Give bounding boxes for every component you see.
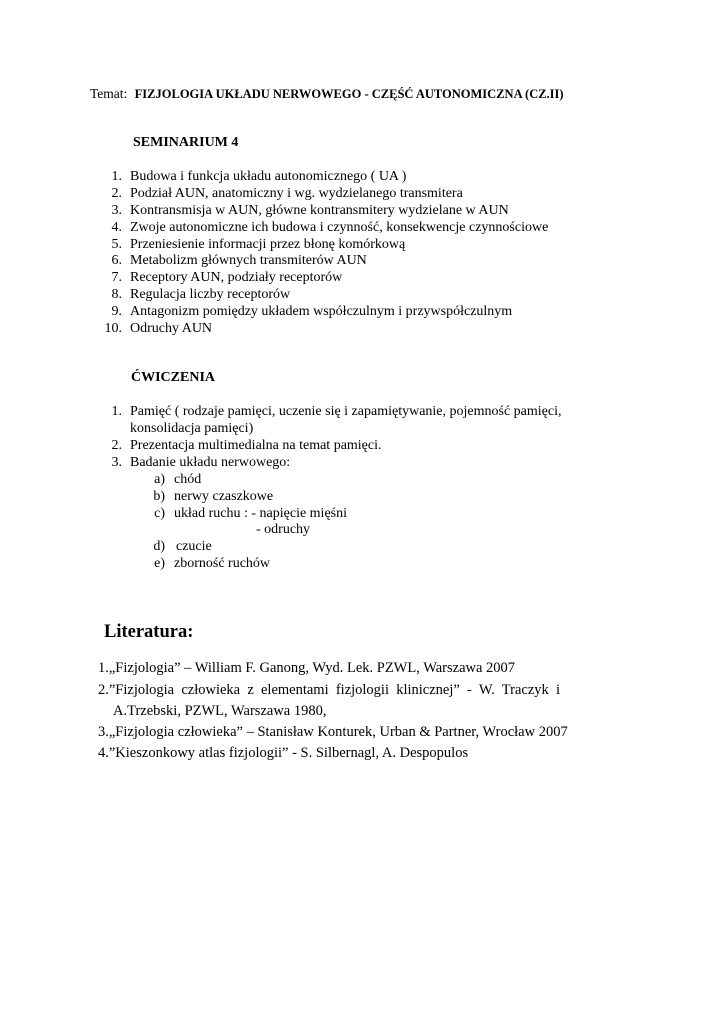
item-number: 9.: [111, 304, 122, 319]
literature-entry: 2.”Fizjologia człowieka z elementami fizjologii klinicznej” - W. Traczyk i: [98, 682, 560, 698]
item-number: 2.: [111, 186, 122, 201]
sub-item-text: układ ruchu : - napięcie mięśni: [174, 506, 347, 521]
item-text: Pamięć ( rodzaje pamięci, uczenie się i zapamiętywanie, pojemność pamięci,: [130, 404, 562, 419]
item-text: Budowa i funkcja układu autonomicznego ( UA ): [130, 169, 407, 184]
literature-entry: 3.„Fizjologia człowieka” – Stanisław Konturek, Urban & Partner, Wrocław 2007: [98, 724, 568, 740]
item-text: konsolidacja pamięci): [130, 421, 254, 436]
item-number: 10.: [104, 321, 122, 336]
item-number: 2.: [111, 438, 122, 453]
literature-entry-continuation: A.Trzebski, PZWL, Warszawa 1980,: [113, 703, 327, 719]
item-text: Regulacja liczby receptorów: [130, 287, 291, 302]
sub-item-letter: b): [153, 489, 165, 504]
item-text: Kontransmisja w AUN, główne kontransmitery wydzielane w AUN: [130, 203, 509, 218]
item-number: 6.: [111, 253, 122, 268]
item-number: 7.: [111, 270, 122, 285]
literature-entry: 4.”Kieszonkowy atlas fizjologii” - S. Silbernagl, A. Despopulos: [98, 745, 469, 761]
sub-item-letter: e): [154, 556, 165, 571]
topic-line: [90, 86, 564, 102]
item-number: 5.: [111, 237, 122, 252]
item-number: 8.: [111, 287, 122, 302]
item-text: Zwoje autonomiczne ich budowa i czynność, konsekwencje czynnościowe: [130, 220, 549, 235]
sub-item-text: - odruchy: [256, 522, 311, 537]
topic-label: Temat:: [90, 86, 128, 101]
item-number: 4.: [111, 220, 122, 235]
item-text: Receptory AUN, podziały receptorów: [130, 270, 343, 285]
sub-item-letter: a): [154, 472, 165, 487]
sub-item-text: zborność ruchów: [174, 556, 271, 571]
item-text: Badanie układu nerwowego:: [130, 455, 291, 470]
item-text: Metabolizm głównych transmiterów AUN: [130, 253, 367, 268]
topic-title: FIZJOLOGIA UKŁADU NERWOWEGO - CZĘŚĆ AUTONOMICZNA (CZ.II): [134, 87, 564, 101]
item-text: Antagonizm pomiędzy układem współczulnym i przywspółczulnym: [130, 304, 513, 319]
sub-item-letter: d): [153, 539, 165, 554]
item-text: Odruchy AUN: [130, 321, 213, 336]
item-number: 3.: [111, 455, 122, 470]
literature-heading: Literatura:: [104, 622, 194, 642]
item-number: 1.: [111, 404, 122, 419]
literature-entry: 1.„Fizjologia” – William F. Ganong, Wyd. Lek. PZWL, Warszawa 2007: [98, 660, 516, 676]
item-text: Prezentacja multimedialna na temat pamięci.: [130, 438, 382, 453]
sub-item-text: czucie: [176, 539, 212, 554]
exercises-heading: ĆWICZENIA: [131, 370, 216, 385]
seminar-heading: SEMINARIUM 4: [133, 135, 239, 150]
item-text: Przeniesienie informacji przez błonę komórkową: [130, 237, 406, 252]
sub-item-letter: c): [154, 506, 165, 521]
item-number: 3.: [111, 203, 122, 218]
sub-item-text: chód: [174, 472, 202, 487]
item-number: 1.: [111, 169, 122, 184]
sub-item-text: nerwy czaszkowe: [174, 489, 274, 504]
item-text: Podział AUN, anatomiczny i wg. wydzielanego transmitera: [130, 186, 463, 201]
